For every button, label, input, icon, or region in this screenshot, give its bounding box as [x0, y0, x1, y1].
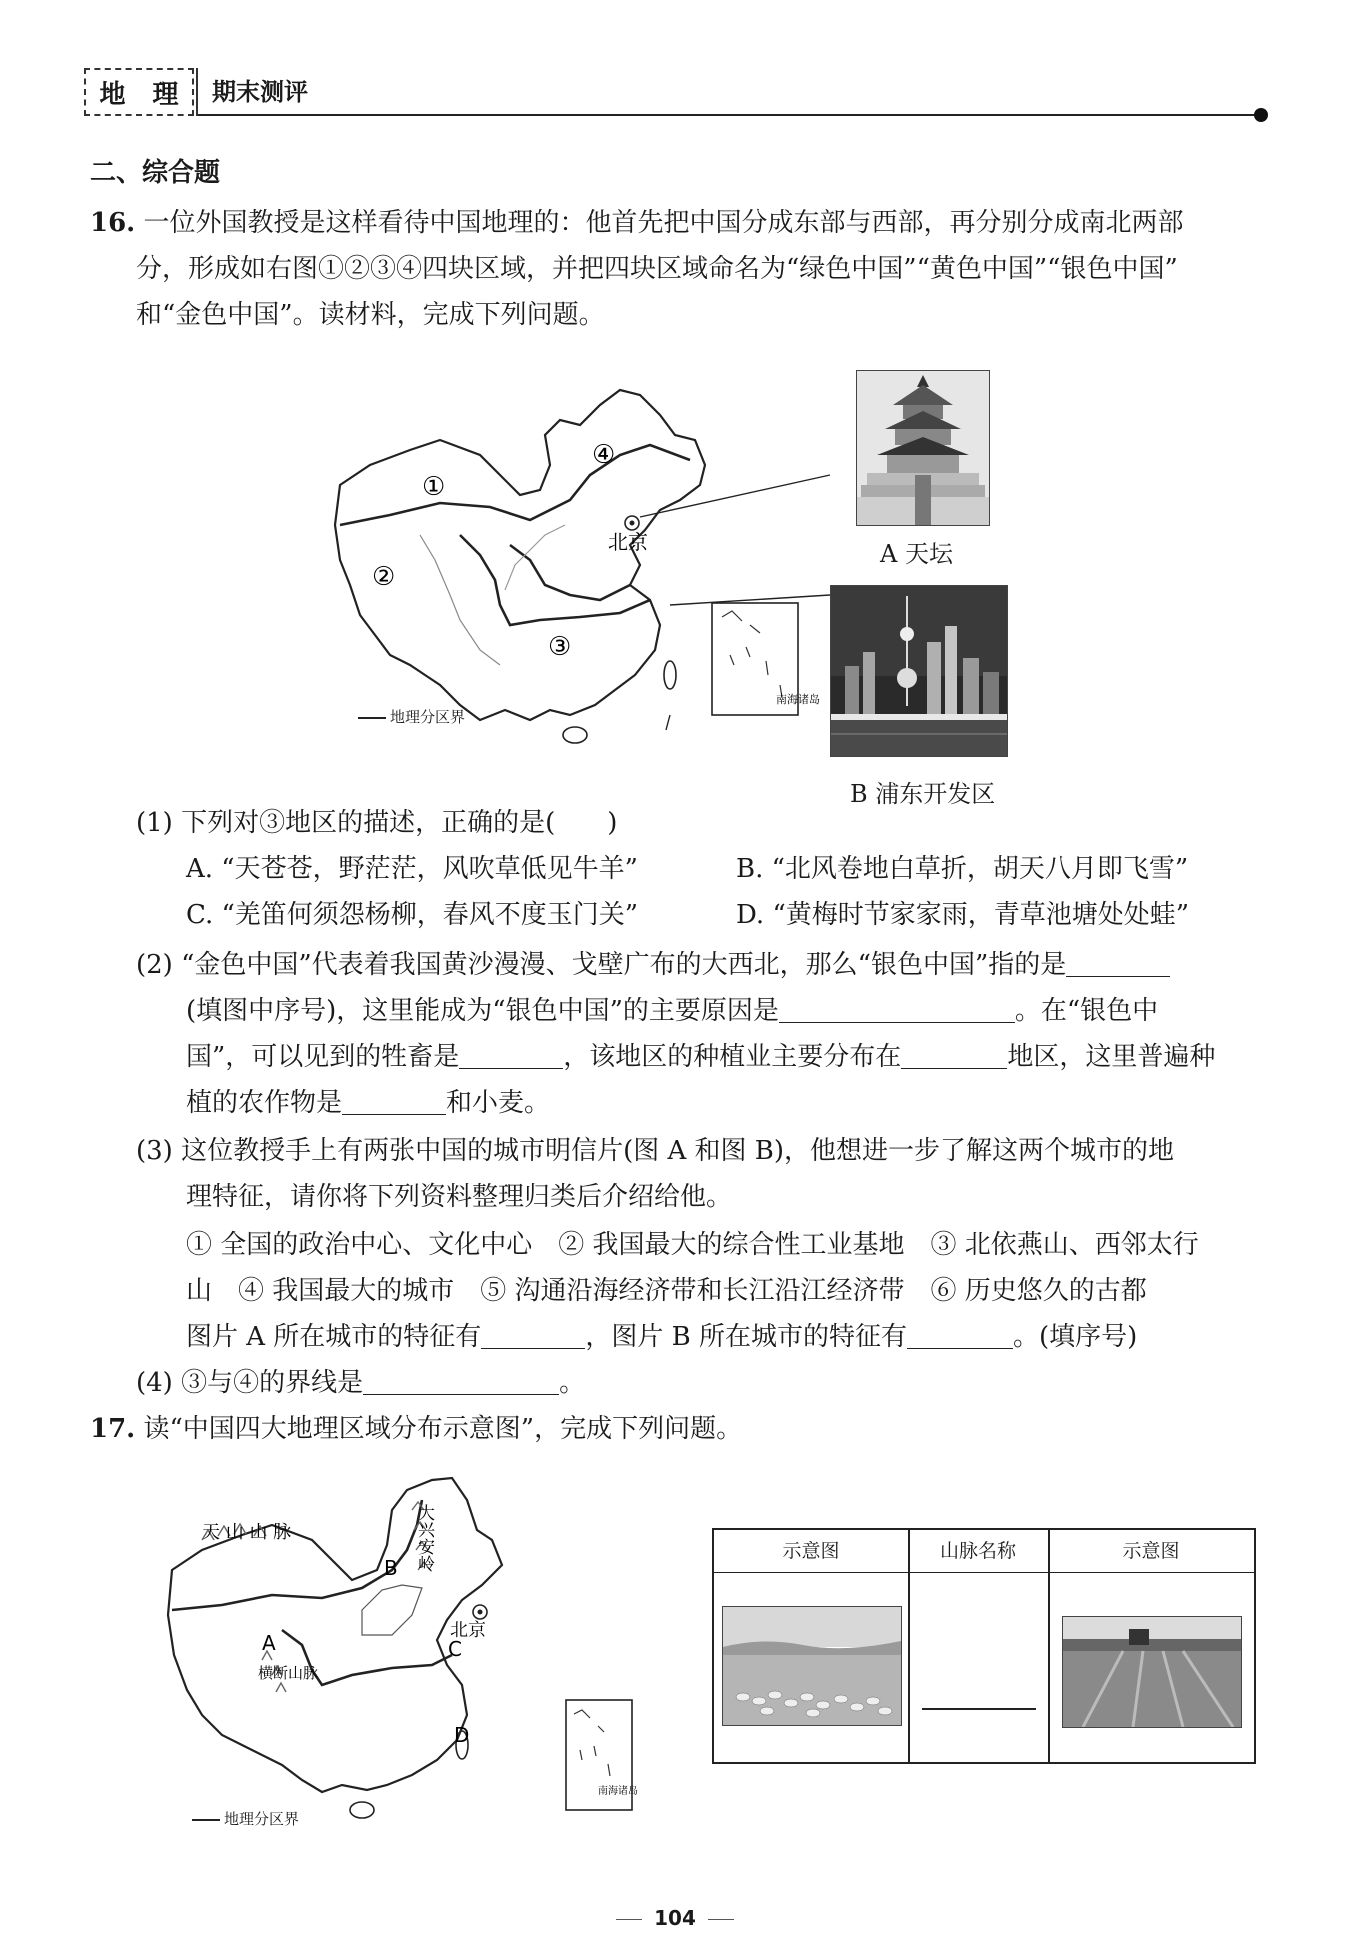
q16-sub4-text-a: (4) ③与④的界线是	[136, 1368, 364, 1398]
q17-table	[712, 1528, 1256, 1764]
farmland-harvester-photo	[1062, 1616, 1242, 1728]
q17-stem	[90, 1406, 742, 1452]
header-rule-dot	[1254, 108, 1268, 122]
map-beijing-label: 北京	[608, 530, 648, 554]
table-header-col2: 山脉名称	[908, 1530, 1048, 1573]
q16-sub3-line-3: ① 全国的政治中心、文化中心 ② 我国最大的综合性工业基地 ③ 北依燕山、西邻太行	[186, 1230, 1199, 1260]
page-number	[0, 1906, 1350, 1930]
q17-number: 17.	[90, 1414, 136, 1444]
subject-char-1: 地	[99, 79, 126, 110]
q16-sub2-line-2	[186, 988, 1158, 1034]
q16-sub2-text-1: (2) “金色中国”代表着我国黄沙漫漫、戈壁广布的大西北，那么“银色中国”指的是	[136, 950, 1067, 980]
q16-stem-line-3: 和“金色中国”。读材料，完成下列问题。	[136, 300, 605, 330]
answer-blank-city-a[interactable]	[481, 1318, 585, 1349]
page-number-dash-left	[616, 1919, 642, 1921]
map-region-2: ②	[372, 562, 396, 592]
q16-sub2-text-3a: 国”，可以见到的牲畜是	[186, 1042, 460, 1072]
legend-line-symbol	[358, 717, 386, 719]
inset-label: 南海诸岛	[776, 693, 820, 706]
q17-map-legend	[192, 1808, 299, 1829]
q16-sub2-line-3	[186, 1034, 1215, 1080]
photo-b-pudong	[830, 585, 1008, 757]
q16-sub4	[136, 1360, 585, 1406]
map-region-4: ④	[592, 440, 616, 470]
header-separator	[196, 68, 198, 116]
q16-sub3-text-5b: ，图片 B 所在城市的特征有	[585, 1322, 907, 1352]
q16-option-c[interactable]: C. “羌笛何须怨杨柳，春风不度玉门关”	[186, 900, 639, 930]
answer-blank-mountain-name[interactable]	[922, 1708, 1036, 1710]
q16-number: 16.	[90, 208, 136, 238]
photo-a-temple-of-heaven	[856, 370, 990, 526]
q16-sub3-text-5a: 图片 A 所在城市的特征有	[186, 1322, 482, 1352]
daxinganling-label: 大兴安岭	[414, 1504, 434, 1572]
q16-sub2-line-1	[136, 942, 1170, 988]
q16-option-b[interactable]: B. “北风卷地白草折，胡天八月即飞雪”	[736, 854, 1189, 884]
subject-char-2: 理	[152, 79, 179, 110]
q16-sub3-line-2: 理特征，请你将下列资料整理归类后介绍给他。	[186, 1182, 733, 1212]
answer-blank-livestock[interactable]	[459, 1038, 563, 1069]
q16-stem-line-2: 分，形成如右图①②③④四块区域，并把四块区域命名为“绿色中国”“黄色中国”“银色中国”	[136, 254, 1178, 284]
legend-text: 地理分区界	[390, 708, 466, 726]
q16-sub2-text-4b: 和小麦。	[446, 1088, 551, 1118]
map-label-a: A	[262, 1631, 276, 1655]
table-divider-1	[908, 1530, 910, 1762]
table-header-col3: 示意图	[1048, 1530, 1254, 1573]
section-title: 二、综合题	[90, 158, 221, 188]
temple-of-heaven-image	[857, 371, 989, 525]
header-rule	[198, 114, 1258, 116]
q16-sub3-line-1: (3) 这位教授手上有两张中国的城市明信片(图 A 和图 B)，他想进一步了解这两个城市的地	[136, 1136, 1175, 1166]
answer-blank-boundary[interactable]	[363, 1364, 559, 1395]
q16-sub2-text-2a: (填图中序号)，这里能成为“银色中国”的主要原因是	[186, 996, 779, 1026]
q17-inset-label: 南海诸岛	[598, 1786, 638, 1797]
page-number-dash-right	[708, 1919, 734, 1921]
subject-label	[84, 68, 194, 116]
legend-line-symbol-2	[192, 1819, 220, 1821]
q16-stem-text-1: 一位外国教授是这样看待中国地理的：他首先把中国分成东部与西部，再分别分成南北两部	[143, 208, 1184, 238]
header-title: 期末测评	[212, 77, 308, 106]
table-header-col1: 示意图	[714, 1530, 908, 1573]
tianshan-label: 天 山 山 脉	[202, 1522, 292, 1543]
answer-blank-main-reason[interactable]	[779, 992, 1015, 1023]
q16-sub3-line-4: 山 ④ 我国最大的城市 ⑤ 沟通沿海经济带和长江沿江经济带 ⑥ 历史悠久的古都	[186, 1276, 1147, 1306]
map-label-c: C	[448, 1637, 462, 1661]
map-label-b: B	[384, 1556, 398, 1580]
pudong-skyline-image	[831, 586, 1007, 756]
grassland-sheep-photo	[722, 1606, 902, 1726]
q16-sub4-text-b: 。	[559, 1368, 586, 1398]
map-region-1: ①	[422, 472, 446, 502]
answer-blank-city-b[interactable]	[907, 1318, 1013, 1349]
map-region-3: ③	[548, 632, 572, 662]
q16-sub3-line-5	[186, 1314, 1137, 1360]
answer-blank-planting-area[interactable]	[901, 1038, 1007, 1069]
q16-sub2-text-3c: 地区，这里普遍种	[1007, 1042, 1216, 1072]
legend-text-2: 地理分区界	[224, 1810, 300, 1828]
answer-blank-silver-region[interactable]	[1066, 946, 1170, 977]
q16-option-a[interactable]: A. “天苍苍，野茫茫，风吹草低见牛羊”	[186, 854, 638, 884]
q16-sub2-text-2b: 。在“银色中	[1014, 996, 1159, 1026]
q17-beijing-label: 北京	[450, 1620, 486, 1641]
q16-sub2-text-3b: ，该地区的种植业主要分布在	[563, 1042, 902, 1072]
q17-china-map	[162, 1470, 672, 1840]
q16-stem-line-1	[90, 200, 1184, 246]
hengduan-label: 横断山脉	[258, 1664, 319, 1682]
q16-sub1: (1) 下列对③地区的描述，正确的是( )	[136, 808, 618, 838]
q16-china-map	[330, 385, 850, 755]
q16-sub2-line-4	[186, 1080, 550, 1126]
photo-a-caption: A 天坛	[880, 540, 953, 568]
page-number-text: 104	[654, 1906, 696, 1930]
q16-option-d[interactable]: D. “黄梅时节家家雨，青草池塘处处蛙”	[736, 900, 1190, 930]
map-label-d: D	[454, 1723, 470, 1747]
answer-blank-crop[interactable]	[342, 1084, 446, 1115]
q16-map-legend	[358, 706, 465, 727]
photo-b-caption: B 浦东开发区	[850, 780, 996, 808]
table-divider-2	[1048, 1530, 1050, 1762]
q16-sub3-text-5c: 。(填序号)	[1012, 1322, 1138, 1352]
q17-stem-text: 读“中国四大地理区域分布示意图”，完成下列问题。	[143, 1414, 743, 1444]
q16-sub2-text-4a: 植的农作物是	[186, 1088, 343, 1118]
